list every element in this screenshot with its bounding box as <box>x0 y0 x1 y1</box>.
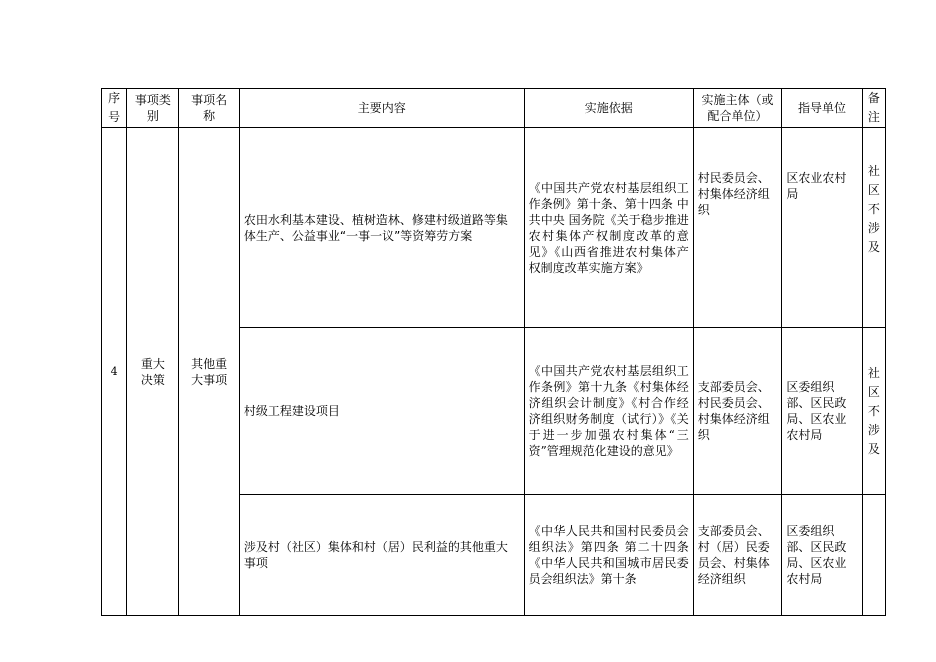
row-guide: 区农业农村局 <box>782 128 863 328</box>
row-content: 涉及村（社区）集体和村（居）民利益的其他重大事项 <box>239 495 524 616</box>
row-guide: 区委组织部、区民政局、区农业农村局 <box>782 328 863 495</box>
row-basis: 《中华人民共和国村民委员会组织法》第四条 第二十四条 《中华人民共和国城市居民委员会组织法》第十条 <box>524 495 693 616</box>
header-row <box>102 89 886 128</box>
header-basis: 实施依据 <box>524 89 693 128</box>
header-subject: 实施主体（或配合单位） <box>693 89 782 128</box>
row-guide: 区委组织部、区民政局、区农业农村局 <box>782 495 863 616</box>
table-row <box>102 128 886 328</box>
row-basis: 《中国共产党农村基层组织工作条例》第十九条《村集体经济组织会计制度》《村合作经济组织财务制度（试行）》《关于进一步加强农村集体“三资”管理规范化建设的意见》 <box>524 328 693 495</box>
row-remark: 社区不涉及 <box>862 128 885 328</box>
group-no: 4 <box>102 128 127 616</box>
row-basis: 《中国共产党农村基层组织工作条例》第十条、第十四条 中共中央 国务院《关于稳步推进农村集体产权制度改革的意见》《山西省推进农村集体产权制度改革实施方案》 <box>524 128 693 328</box>
header-guide: 指导单位 <box>782 89 863 128</box>
row-content: 农田水利基本建设、植树造林、修建村级道路等集体生产、公益事业“一事一议”等资筹劳方案 <box>239 128 524 328</box>
row-content: 村级工程建设项目 <box>239 328 524 495</box>
row-remark: 社区不涉及 <box>862 328 885 495</box>
group-type: 重大决策 <box>127 128 179 616</box>
row-subject: 支部委员会、村（居）民委员会、村集体经济组织 <box>693 495 782 616</box>
header-no: 序号 <box>102 89 127 128</box>
group-name: 其他重大事项 <box>179 128 239 616</box>
header-type: 事项类别 <box>127 89 179 128</box>
row-subject: 村民委员会、村集体经济组织 <box>693 128 782 328</box>
row-subject: 支部委员会、村民委员会、村集体经济组织 <box>693 328 782 495</box>
header-name: 事项名称 <box>179 89 239 128</box>
header-content: 主要内容 <box>239 89 524 128</box>
row-remark <box>862 495 885 616</box>
header-remark: 备注 <box>862 89 885 128</box>
matters-table <box>101 88 886 616</box>
